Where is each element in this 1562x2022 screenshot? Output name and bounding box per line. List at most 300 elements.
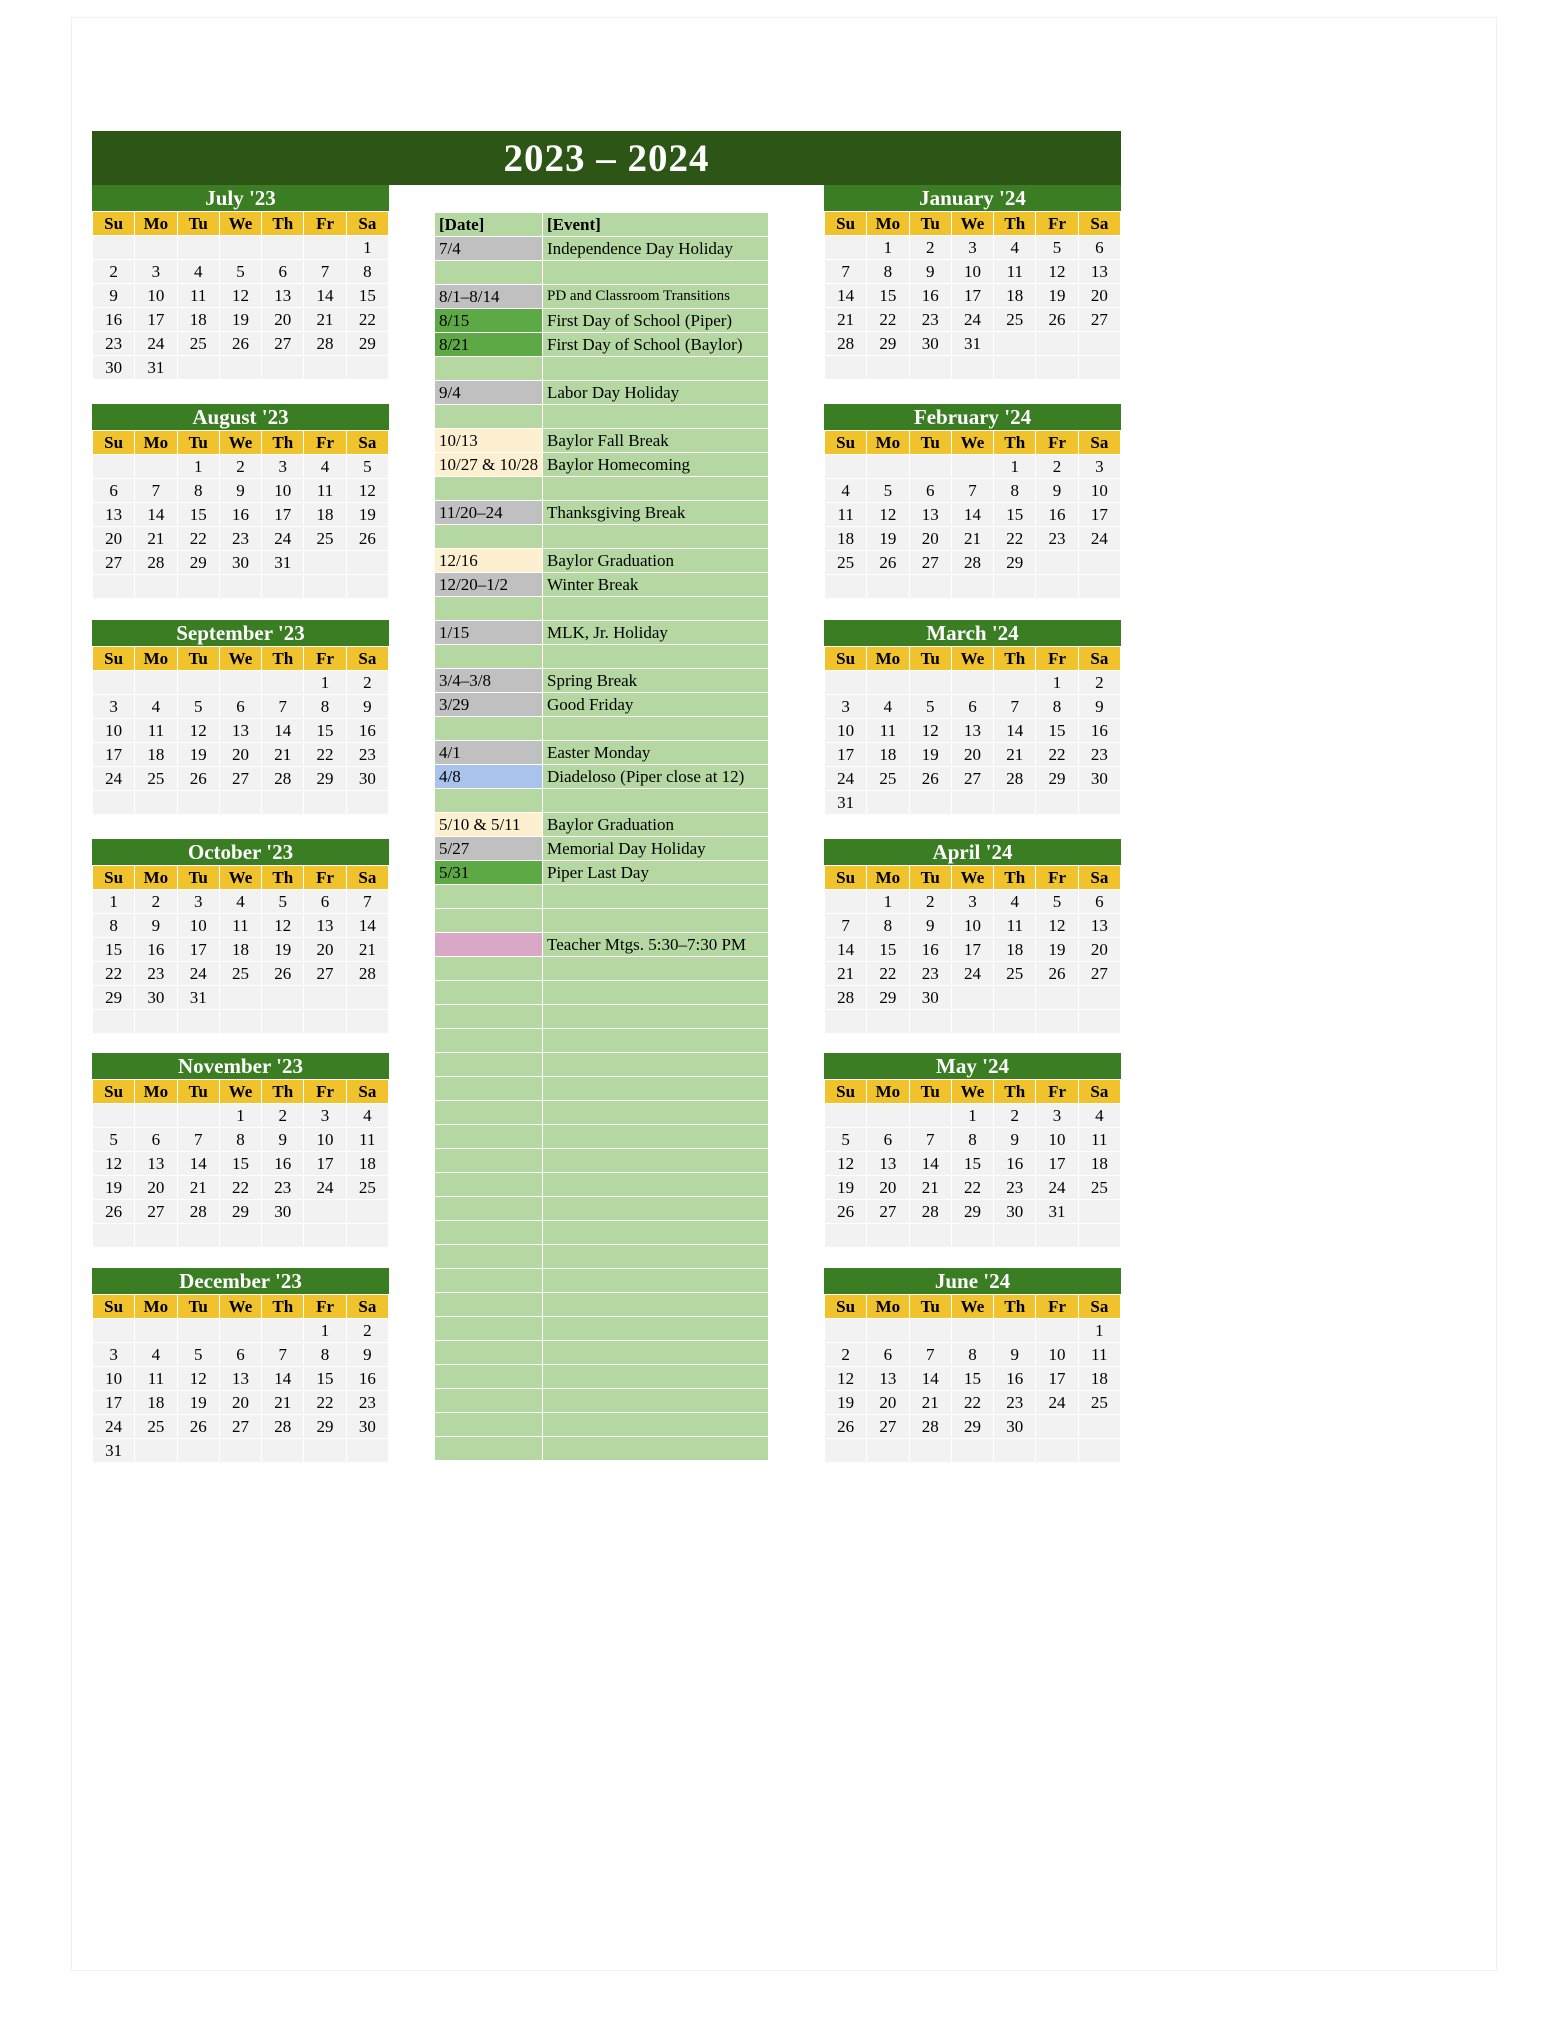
day-cell[interactable]: 5	[219, 260, 261, 284]
day-cell[interactable]: 11	[994, 914, 1036, 938]
day-cell[interactable]: 5	[177, 1343, 219, 1367]
day-cell[interactable]: 2	[346, 1319, 388, 1343]
day-cell[interactable]: 29	[994, 551, 1036, 575]
day-cell[interactable]: 6	[93, 479, 135, 503]
day-cell[interactable]: 28	[346, 962, 388, 986]
day-cell[interactable]: 4	[1078, 1104, 1120, 1128]
day-cell[interactable]: 29	[346, 332, 388, 356]
day-cell[interactable]: 9	[93, 284, 135, 308]
day-cell[interactable]: 22	[951, 1391, 993, 1415]
day-cell[interactable]: 12	[346, 479, 388, 503]
day-cell[interactable]: 2	[219, 455, 261, 479]
day-cell[interactable]: 10	[304, 1128, 346, 1152]
day-cell[interactable]: 19	[1036, 938, 1078, 962]
day-cell[interactable]: 4	[994, 890, 1036, 914]
day-cell[interactable]: 3	[1078, 455, 1120, 479]
day-cell[interactable]: 9	[346, 1343, 388, 1367]
day-cell[interactable]: 17	[951, 284, 993, 308]
day-cell[interactable]: 11	[135, 719, 177, 743]
day-cell[interactable]: 3	[1036, 1104, 1078, 1128]
day-cell[interactable]: 7	[177, 1128, 219, 1152]
day-cell[interactable]: 10	[135, 284, 177, 308]
day-cell[interactable]: 16	[346, 719, 388, 743]
day-cell[interactable]: 5	[909, 695, 951, 719]
day-cell[interactable]: 11	[346, 1128, 388, 1152]
day-cell[interactable]: 13	[219, 719, 261, 743]
day-cell[interactable]: 23	[909, 308, 951, 332]
day-cell[interactable]: 14	[994, 719, 1036, 743]
day-cell[interactable]: 17	[1036, 1367, 1078, 1391]
day-cell[interactable]: 25	[1078, 1391, 1120, 1415]
day-cell[interactable]: 24	[304, 1176, 346, 1200]
day-cell[interactable]: 20	[951, 743, 993, 767]
day-cell[interactable]: 14	[346, 914, 388, 938]
day-cell[interactable]: 22	[304, 1391, 346, 1415]
day-cell[interactable]: 29	[1036, 767, 1078, 791]
day-cell[interactable]: 26	[346, 527, 388, 551]
day-cell[interactable]: 31	[262, 551, 304, 575]
day-cell[interactable]: 9	[219, 479, 261, 503]
day-cell[interactable]: 15	[951, 1367, 993, 1391]
day-cell[interactable]: 27	[1078, 962, 1120, 986]
day-cell[interactable]: 16	[994, 1367, 1036, 1391]
day-cell[interactable]: 6	[135, 1128, 177, 1152]
day-cell[interactable]: 12	[867, 503, 909, 527]
day-cell[interactable]: 9	[909, 914, 951, 938]
day-cell[interactable]: 8	[1036, 695, 1078, 719]
day-cell[interactable]: 15	[346, 284, 388, 308]
day-cell[interactable]: 10	[951, 914, 993, 938]
day-cell[interactable]: 5	[262, 890, 304, 914]
day-cell[interactable]: 16	[909, 284, 951, 308]
day-cell[interactable]: 24	[177, 962, 219, 986]
day-cell[interactable]: 21	[135, 527, 177, 551]
day-cell[interactable]: 19	[93, 1176, 135, 1200]
day-cell[interactable]: 27	[93, 551, 135, 575]
day-cell[interactable]: 6	[867, 1128, 909, 1152]
day-cell[interactable]: 25	[825, 551, 867, 575]
day-cell[interactable]: 3	[177, 890, 219, 914]
day-cell[interactable]: 3	[304, 1104, 346, 1128]
day-cell[interactable]: 14	[825, 284, 867, 308]
day-cell[interactable]: 13	[867, 1367, 909, 1391]
day-cell[interactable]: 23	[262, 1176, 304, 1200]
day-cell[interactable]: 15	[304, 1367, 346, 1391]
day-cell[interactable]: 27	[867, 1200, 909, 1224]
day-cell[interactable]: 27	[135, 1200, 177, 1224]
day-cell[interactable]: 29	[951, 1415, 993, 1439]
day-cell[interactable]: 4	[304, 455, 346, 479]
day-cell[interactable]: 30	[135, 986, 177, 1010]
day-cell[interactable]: 28	[262, 767, 304, 791]
day-cell[interactable]: 22	[304, 743, 346, 767]
day-cell[interactable]: 23	[1078, 743, 1120, 767]
day-cell[interactable]: 8	[951, 1343, 993, 1367]
day-cell[interactable]: 3	[93, 1343, 135, 1367]
day-cell[interactable]: 15	[93, 938, 135, 962]
day-cell[interactable]: 25	[177, 332, 219, 356]
day-cell[interactable]: 22	[93, 962, 135, 986]
day-cell[interactable]: 29	[219, 1200, 261, 1224]
day-cell[interactable]: 7	[262, 1343, 304, 1367]
day-cell[interactable]: 31	[93, 1439, 135, 1463]
day-cell[interactable]: 7	[304, 260, 346, 284]
day-cell[interactable]: 19	[825, 1176, 867, 1200]
day-cell[interactable]: 14	[135, 503, 177, 527]
day-cell[interactable]: 26	[825, 1200, 867, 1224]
day-cell[interactable]: 13	[1078, 260, 1120, 284]
day-cell[interactable]: 2	[909, 890, 951, 914]
day-cell[interactable]: 29	[304, 767, 346, 791]
day-cell[interactable]: 13	[262, 284, 304, 308]
day-cell[interactable]: 7	[135, 479, 177, 503]
day-cell[interactable]: 11	[1078, 1128, 1120, 1152]
day-cell[interactable]: 11	[825, 503, 867, 527]
day-cell[interactable]: 10	[951, 260, 993, 284]
day-cell[interactable]: 13	[951, 719, 993, 743]
day-cell[interactable]: 24	[93, 1415, 135, 1439]
day-cell[interactable]: 22	[219, 1176, 261, 1200]
day-cell[interactable]: 7	[951, 479, 993, 503]
day-cell[interactable]: 30	[346, 1415, 388, 1439]
day-cell[interactable]: 2	[825, 1343, 867, 1367]
day-cell[interactable]: 19	[219, 308, 261, 332]
day-cell[interactable]: 12	[262, 914, 304, 938]
day-cell[interactable]: 24	[951, 308, 993, 332]
day-cell[interactable]: 25	[346, 1176, 388, 1200]
day-cell[interactable]: 30	[909, 332, 951, 356]
day-cell[interactable]: 6	[867, 1343, 909, 1367]
day-cell[interactable]: 15	[1036, 719, 1078, 743]
day-cell[interactable]: 17	[93, 743, 135, 767]
day-cell[interactable]: 8	[219, 1128, 261, 1152]
day-cell[interactable]: 11	[867, 719, 909, 743]
day-cell[interactable]: 6	[1078, 236, 1120, 260]
day-cell[interactable]: 9	[1036, 479, 1078, 503]
day-cell[interactable]: 8	[951, 1128, 993, 1152]
day-cell[interactable]: 25	[1078, 1176, 1120, 1200]
day-cell[interactable]: 10	[177, 914, 219, 938]
day-cell[interactable]: 6	[219, 1343, 261, 1367]
day-cell[interactable]: 18	[994, 284, 1036, 308]
day-cell[interactable]: 25	[135, 1415, 177, 1439]
day-cell[interactable]: 2	[909, 236, 951, 260]
day-cell[interactable]: 26	[825, 1415, 867, 1439]
day-cell[interactable]: 12	[177, 1367, 219, 1391]
day-cell[interactable]: 19	[1036, 284, 1078, 308]
day-cell[interactable]: 4	[994, 236, 1036, 260]
day-cell[interactable]: 10	[1036, 1128, 1078, 1152]
day-cell[interactable]: 3	[951, 890, 993, 914]
day-cell[interactable]: 16	[1078, 719, 1120, 743]
day-cell[interactable]: 16	[93, 308, 135, 332]
day-cell[interactable]: 20	[909, 527, 951, 551]
day-cell[interactable]: 10	[93, 719, 135, 743]
day-cell[interactable]: 22	[1036, 743, 1078, 767]
day-cell[interactable]: 17	[1078, 503, 1120, 527]
day-cell[interactable]: 28	[825, 986, 867, 1010]
day-cell[interactable]: 9	[262, 1128, 304, 1152]
day-cell[interactable]: 14	[304, 284, 346, 308]
day-cell[interactable]: 13	[135, 1152, 177, 1176]
day-cell[interactable]: 27	[951, 767, 993, 791]
day-cell[interactable]: 19	[909, 743, 951, 767]
day-cell[interactable]: 30	[219, 551, 261, 575]
day-cell[interactable]: 21	[304, 308, 346, 332]
day-cell[interactable]: 30	[994, 1415, 1036, 1439]
day-cell[interactable]: 8	[867, 914, 909, 938]
day-cell[interactable]: 31	[135, 356, 177, 380]
day-cell[interactable]: 15	[951, 1152, 993, 1176]
day-cell[interactable]: 29	[177, 551, 219, 575]
day-cell[interactable]: 21	[825, 308, 867, 332]
day-cell[interactable]: 18	[346, 1152, 388, 1176]
day-cell[interactable]: 29	[951, 1200, 993, 1224]
day-cell[interactable]: 20	[219, 1391, 261, 1415]
day-cell[interactable]: 8	[346, 260, 388, 284]
day-cell[interactable]: 24	[951, 962, 993, 986]
day-cell[interactable]: 18	[177, 308, 219, 332]
day-cell[interactable]: 1	[994, 455, 1036, 479]
day-cell[interactable]: 18	[825, 527, 867, 551]
day-cell[interactable]: 9	[135, 914, 177, 938]
day-cell[interactable]: 5	[867, 479, 909, 503]
day-cell[interactable]: 1	[346, 236, 388, 260]
day-cell[interactable]: 1	[1078, 1319, 1120, 1343]
day-cell[interactable]: 11	[1078, 1343, 1120, 1367]
day-cell[interactable]: 11	[304, 479, 346, 503]
day-cell[interactable]: 26	[262, 962, 304, 986]
day-cell[interactable]: 3	[262, 455, 304, 479]
day-cell[interactable]: 17	[93, 1391, 135, 1415]
day-cell[interactable]: 9	[346, 695, 388, 719]
day-cell[interactable]: 28	[951, 551, 993, 575]
day-cell[interactable]: 27	[219, 767, 261, 791]
day-cell[interactable]: 18	[867, 743, 909, 767]
day-cell[interactable]: 24	[262, 527, 304, 551]
day-cell[interactable]: 7	[262, 695, 304, 719]
day-cell[interactable]: 20	[867, 1391, 909, 1415]
day-cell[interactable]: 19	[177, 1391, 219, 1415]
day-cell[interactable]: 9	[909, 260, 951, 284]
day-cell[interactable]: 10	[825, 719, 867, 743]
day-cell[interactable]: 20	[867, 1176, 909, 1200]
day-cell[interactable]: 30	[1078, 767, 1120, 791]
day-cell[interactable]: 13	[93, 503, 135, 527]
day-cell[interactable]: 19	[177, 743, 219, 767]
day-cell[interactable]: 14	[825, 938, 867, 962]
day-cell[interactable]: 23	[909, 962, 951, 986]
day-cell[interactable]: 30	[909, 986, 951, 1010]
day-cell[interactable]: 25	[304, 527, 346, 551]
day-cell[interactable]: 6	[951, 695, 993, 719]
day-cell[interactable]: 26	[177, 767, 219, 791]
day-cell[interactable]: 21	[951, 527, 993, 551]
day-cell[interactable]: 5	[825, 1128, 867, 1152]
day-cell[interactable]: 24	[825, 767, 867, 791]
day-cell[interactable]: 30	[262, 1200, 304, 1224]
day-cell[interactable]: 11	[994, 260, 1036, 284]
day-cell[interactable]: 22	[867, 962, 909, 986]
day-cell[interactable]: 10	[1078, 479, 1120, 503]
day-cell[interactable]: 31	[1036, 1200, 1078, 1224]
day-cell[interactable]: 25	[867, 767, 909, 791]
day-cell[interactable]: 9	[994, 1128, 1036, 1152]
day-cell[interactable]: 23	[346, 743, 388, 767]
day-cell[interactable]: 14	[262, 719, 304, 743]
day-cell[interactable]: 14	[177, 1152, 219, 1176]
day-cell[interactable]: 26	[177, 1415, 219, 1439]
day-cell[interactable]: 18	[994, 938, 1036, 962]
day-cell[interactable]: 27	[304, 962, 346, 986]
day-cell[interactable]: 24	[1078, 527, 1120, 551]
day-cell[interactable]: 15	[177, 503, 219, 527]
day-cell[interactable]: 1	[867, 236, 909, 260]
day-cell[interactable]: 6	[304, 890, 346, 914]
day-cell[interactable]: 1	[1036, 671, 1078, 695]
day-cell[interactable]: 21	[994, 743, 1036, 767]
day-cell[interactable]: 11	[219, 914, 261, 938]
day-cell[interactable]: 24	[1036, 1176, 1078, 1200]
day-cell[interactable]: 10	[93, 1367, 135, 1391]
day-cell[interactable]: 19	[825, 1391, 867, 1415]
day-cell[interactable]: 12	[825, 1367, 867, 1391]
day-cell[interactable]: 22	[951, 1176, 993, 1200]
day-cell[interactable]: 15	[867, 938, 909, 962]
day-cell[interactable]: 12	[909, 719, 951, 743]
day-cell[interactable]: 23	[135, 962, 177, 986]
day-cell[interactable]: 16	[994, 1152, 1036, 1176]
day-cell[interactable]: 21	[262, 743, 304, 767]
day-cell[interactable]: 9	[994, 1343, 1036, 1367]
day-cell[interactable]: 19	[262, 938, 304, 962]
day-cell[interactable]: 3	[135, 260, 177, 284]
day-cell[interactable]: 4	[867, 695, 909, 719]
day-cell[interactable]: 5	[93, 1128, 135, 1152]
day-cell[interactable]: 18	[1078, 1152, 1120, 1176]
day-cell[interactable]: 21	[346, 938, 388, 962]
day-cell[interactable]: 7	[994, 695, 1036, 719]
day-cell[interactable]: 7	[909, 1128, 951, 1152]
day-cell[interactable]: 18	[135, 1391, 177, 1415]
day-cell[interactable]: 4	[346, 1104, 388, 1128]
day-cell[interactable]: 7	[825, 260, 867, 284]
day-cell[interactable]: 6	[219, 695, 261, 719]
day-cell[interactable]: 27	[909, 551, 951, 575]
day-cell[interactable]: 16	[219, 503, 261, 527]
day-cell[interactable]: 31	[177, 986, 219, 1010]
day-cell[interactable]: 5	[1036, 890, 1078, 914]
day-cell[interactable]: 18	[304, 503, 346, 527]
day-cell[interactable]: 23	[994, 1391, 1036, 1415]
day-cell[interactable]: 28	[135, 551, 177, 575]
day-cell[interactable]: 1	[867, 890, 909, 914]
day-cell[interactable]: 17	[177, 938, 219, 962]
day-cell[interactable]: 12	[825, 1152, 867, 1176]
day-cell[interactable]: 30	[93, 356, 135, 380]
day-cell[interactable]: 15	[867, 284, 909, 308]
day-cell[interactable]: 1	[219, 1104, 261, 1128]
day-cell[interactable]: 2	[93, 260, 135, 284]
day-cell[interactable]: 18	[1078, 1367, 1120, 1391]
day-cell[interactable]: 4	[219, 890, 261, 914]
day-cell[interactable]: 14	[262, 1367, 304, 1391]
day-cell[interactable]: 23	[346, 1391, 388, 1415]
day-cell[interactable]: 2	[1078, 671, 1120, 695]
day-cell[interactable]: 12	[177, 719, 219, 743]
day-cell[interactable]: 15	[219, 1152, 261, 1176]
day-cell[interactable]: 2	[994, 1104, 1036, 1128]
day-cell[interactable]: 5	[177, 695, 219, 719]
day-cell[interactable]: 14	[909, 1367, 951, 1391]
day-cell[interactable]: 6	[909, 479, 951, 503]
day-cell[interactable]: 13	[867, 1152, 909, 1176]
day-cell[interactable]: 16	[262, 1152, 304, 1176]
day-cell[interactable]: 25	[994, 308, 1036, 332]
day-cell[interactable]: 29	[867, 332, 909, 356]
day-cell[interactable]: 1	[304, 671, 346, 695]
day-cell[interactable]: 9	[1078, 695, 1120, 719]
day-cell[interactable]: 6	[1078, 890, 1120, 914]
day-cell[interactable]: 8	[867, 260, 909, 284]
day-cell[interactable]: 16	[135, 938, 177, 962]
day-cell[interactable]: 10	[262, 479, 304, 503]
day-cell[interactable]: 8	[177, 479, 219, 503]
day-cell[interactable]: 4	[177, 260, 219, 284]
day-cell[interactable]: 30	[994, 1200, 1036, 1224]
day-cell[interactable]: 6	[262, 260, 304, 284]
day-cell[interactable]: 17	[262, 503, 304, 527]
day-cell[interactable]: 26	[867, 551, 909, 575]
day-cell[interactable]: 8	[93, 914, 135, 938]
day-cell[interactable]: 28	[994, 767, 1036, 791]
day-cell[interactable]: 11	[177, 284, 219, 308]
day-cell[interactable]: 2	[262, 1104, 304, 1128]
day-cell[interactable]: 15	[304, 719, 346, 743]
day-cell[interactable]: 12	[219, 284, 261, 308]
day-cell[interactable]: 30	[346, 767, 388, 791]
day-cell[interactable]: 14	[951, 503, 993, 527]
day-cell[interactable]: 27	[867, 1415, 909, 1439]
day-cell[interactable]: 27	[219, 1415, 261, 1439]
day-cell[interactable]: 19	[867, 527, 909, 551]
day-cell[interactable]: 5	[1036, 236, 1078, 260]
day-cell[interactable]: 8	[304, 1343, 346, 1367]
day-cell[interactable]: 22	[867, 308, 909, 332]
day-cell[interactable]: 1	[304, 1319, 346, 1343]
day-cell[interactable]: 21	[909, 1176, 951, 1200]
day-cell[interactable]: 7	[909, 1343, 951, 1367]
day-cell[interactable]: 19	[346, 503, 388, 527]
day-cell[interactable]: 2	[346, 671, 388, 695]
day-cell[interactable]: 12	[1036, 914, 1078, 938]
day-cell[interactable]: 14	[909, 1152, 951, 1176]
day-cell[interactable]: 22	[994, 527, 1036, 551]
day-cell[interactable]: 24	[93, 767, 135, 791]
day-cell[interactable]: 1	[93, 890, 135, 914]
day-cell[interactable]: 16	[1036, 503, 1078, 527]
day-cell[interactable]: 4	[135, 1343, 177, 1367]
day-cell[interactable]: 20	[1078, 284, 1120, 308]
day-cell[interactable]: 22	[177, 527, 219, 551]
day-cell[interactable]: 2	[1036, 455, 1078, 479]
day-cell[interactable]: 21	[909, 1391, 951, 1415]
day-cell[interactable]: 16	[346, 1367, 388, 1391]
day-cell[interactable]: 10	[1036, 1343, 1078, 1367]
day-cell[interactable]: 1	[951, 1104, 993, 1128]
day-cell[interactable]: 22	[346, 308, 388, 332]
day-cell[interactable]: 28	[909, 1415, 951, 1439]
